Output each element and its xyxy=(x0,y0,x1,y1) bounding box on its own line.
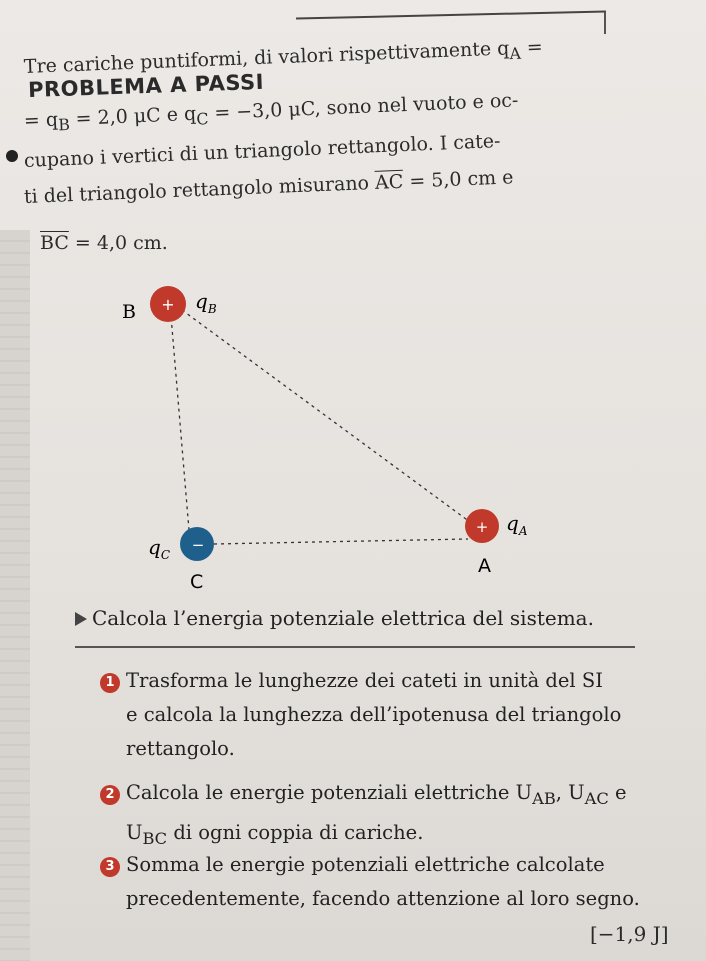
statement-text: = 2,0 μC e q xyxy=(69,102,197,131)
sign-b: + xyxy=(161,295,175,314)
statement-line-1 xyxy=(24,36,544,82)
subscript: C xyxy=(195,109,209,129)
triangle-diagram xyxy=(0,260,706,600)
step-text: Somma le energie potenziali elettriche calcolate xyxy=(126,853,605,876)
statement-text: ti del triangolo rettangolo misurano xyxy=(23,171,376,208)
subscript: A xyxy=(509,43,522,64)
step-1 xyxy=(100,664,621,766)
subscript: A xyxy=(518,524,528,538)
step-2 xyxy=(100,776,627,856)
subscript: AC xyxy=(584,788,609,808)
step-text: Calcola le energie potenziali elettriche U xyxy=(126,781,533,804)
charge-symbol: q xyxy=(506,511,519,535)
charge-label-c xyxy=(148,535,170,562)
margin-dot xyxy=(6,150,18,162)
step-text: , U xyxy=(555,781,585,804)
statement-line-4 xyxy=(24,166,514,208)
task-arrow-icon xyxy=(75,612,87,626)
answer-value: [−1,9 J] xyxy=(590,922,669,946)
step-text: U xyxy=(126,820,143,844)
subscript: BC xyxy=(142,828,168,848)
step-number-badge: 1 xyxy=(100,673,120,693)
task-rule xyxy=(75,646,635,648)
statement-text: = −3,0 μC, sono nel vuoto e oc- xyxy=(207,89,519,125)
vertex-label-b: B xyxy=(122,301,136,323)
side-bc xyxy=(170,304,190,542)
header-rule-corner xyxy=(604,12,606,34)
vertex-label-a: A xyxy=(478,555,491,577)
step-3 xyxy=(100,848,640,916)
subscript: C xyxy=(160,548,170,562)
step-text: rettangolo. xyxy=(126,737,235,760)
side-ab xyxy=(182,310,470,522)
charge-c xyxy=(180,527,214,561)
charge-a xyxy=(465,509,499,543)
statement-text: = 5,0 cm e xyxy=(402,166,514,193)
subscript: AB xyxy=(532,788,556,808)
statement-text: = xyxy=(520,36,544,59)
subscript: B xyxy=(207,302,217,316)
segment-bc: $\overline{BC}$ xyxy=(40,232,69,254)
statement-text: = 4,0 cm. xyxy=(68,232,168,254)
sign-a: + xyxy=(475,518,489,536)
step-text: e xyxy=(608,781,627,804)
task-text: Calcola l’energia potenziale elettrica del sistema. xyxy=(92,606,594,630)
side-ac xyxy=(214,539,468,544)
step-text: Trasforma le lunghezze dei cateti in unità del SI xyxy=(126,669,603,692)
problem-title: PROBLEMA A PASSI xyxy=(27,69,265,103)
vertex-label-c: C xyxy=(190,571,204,593)
step-text: precedentemente, facendo attenzione al loro segno. xyxy=(126,887,640,910)
statement-line-3: cupano i vertici di un triangolo rettangolo. I cate- xyxy=(23,130,501,172)
subscript: B xyxy=(57,114,71,135)
statement-text: Tre cariche puntiformi, di valori rispettivamente q xyxy=(23,37,510,78)
charge-label-a xyxy=(506,511,528,538)
statement-line-5 xyxy=(40,232,168,254)
segment-ac: $\overline{AC}$ xyxy=(374,170,404,194)
charge-b xyxy=(150,286,186,322)
statement-text: = q xyxy=(23,108,59,132)
charge-label-b xyxy=(195,289,217,316)
header-rule xyxy=(296,10,606,19)
step-number-badge: 3 xyxy=(100,857,120,877)
step-number-badge: 2 xyxy=(100,785,120,805)
step-text: e calcola la lunghezza dell’ipotenusa del triangolo xyxy=(126,703,622,726)
sign-c: − xyxy=(191,536,205,554)
charge-symbol: q xyxy=(195,289,208,313)
step-text: di ogni coppia di cariche. xyxy=(167,820,424,844)
charge-symbol: q xyxy=(148,535,161,559)
